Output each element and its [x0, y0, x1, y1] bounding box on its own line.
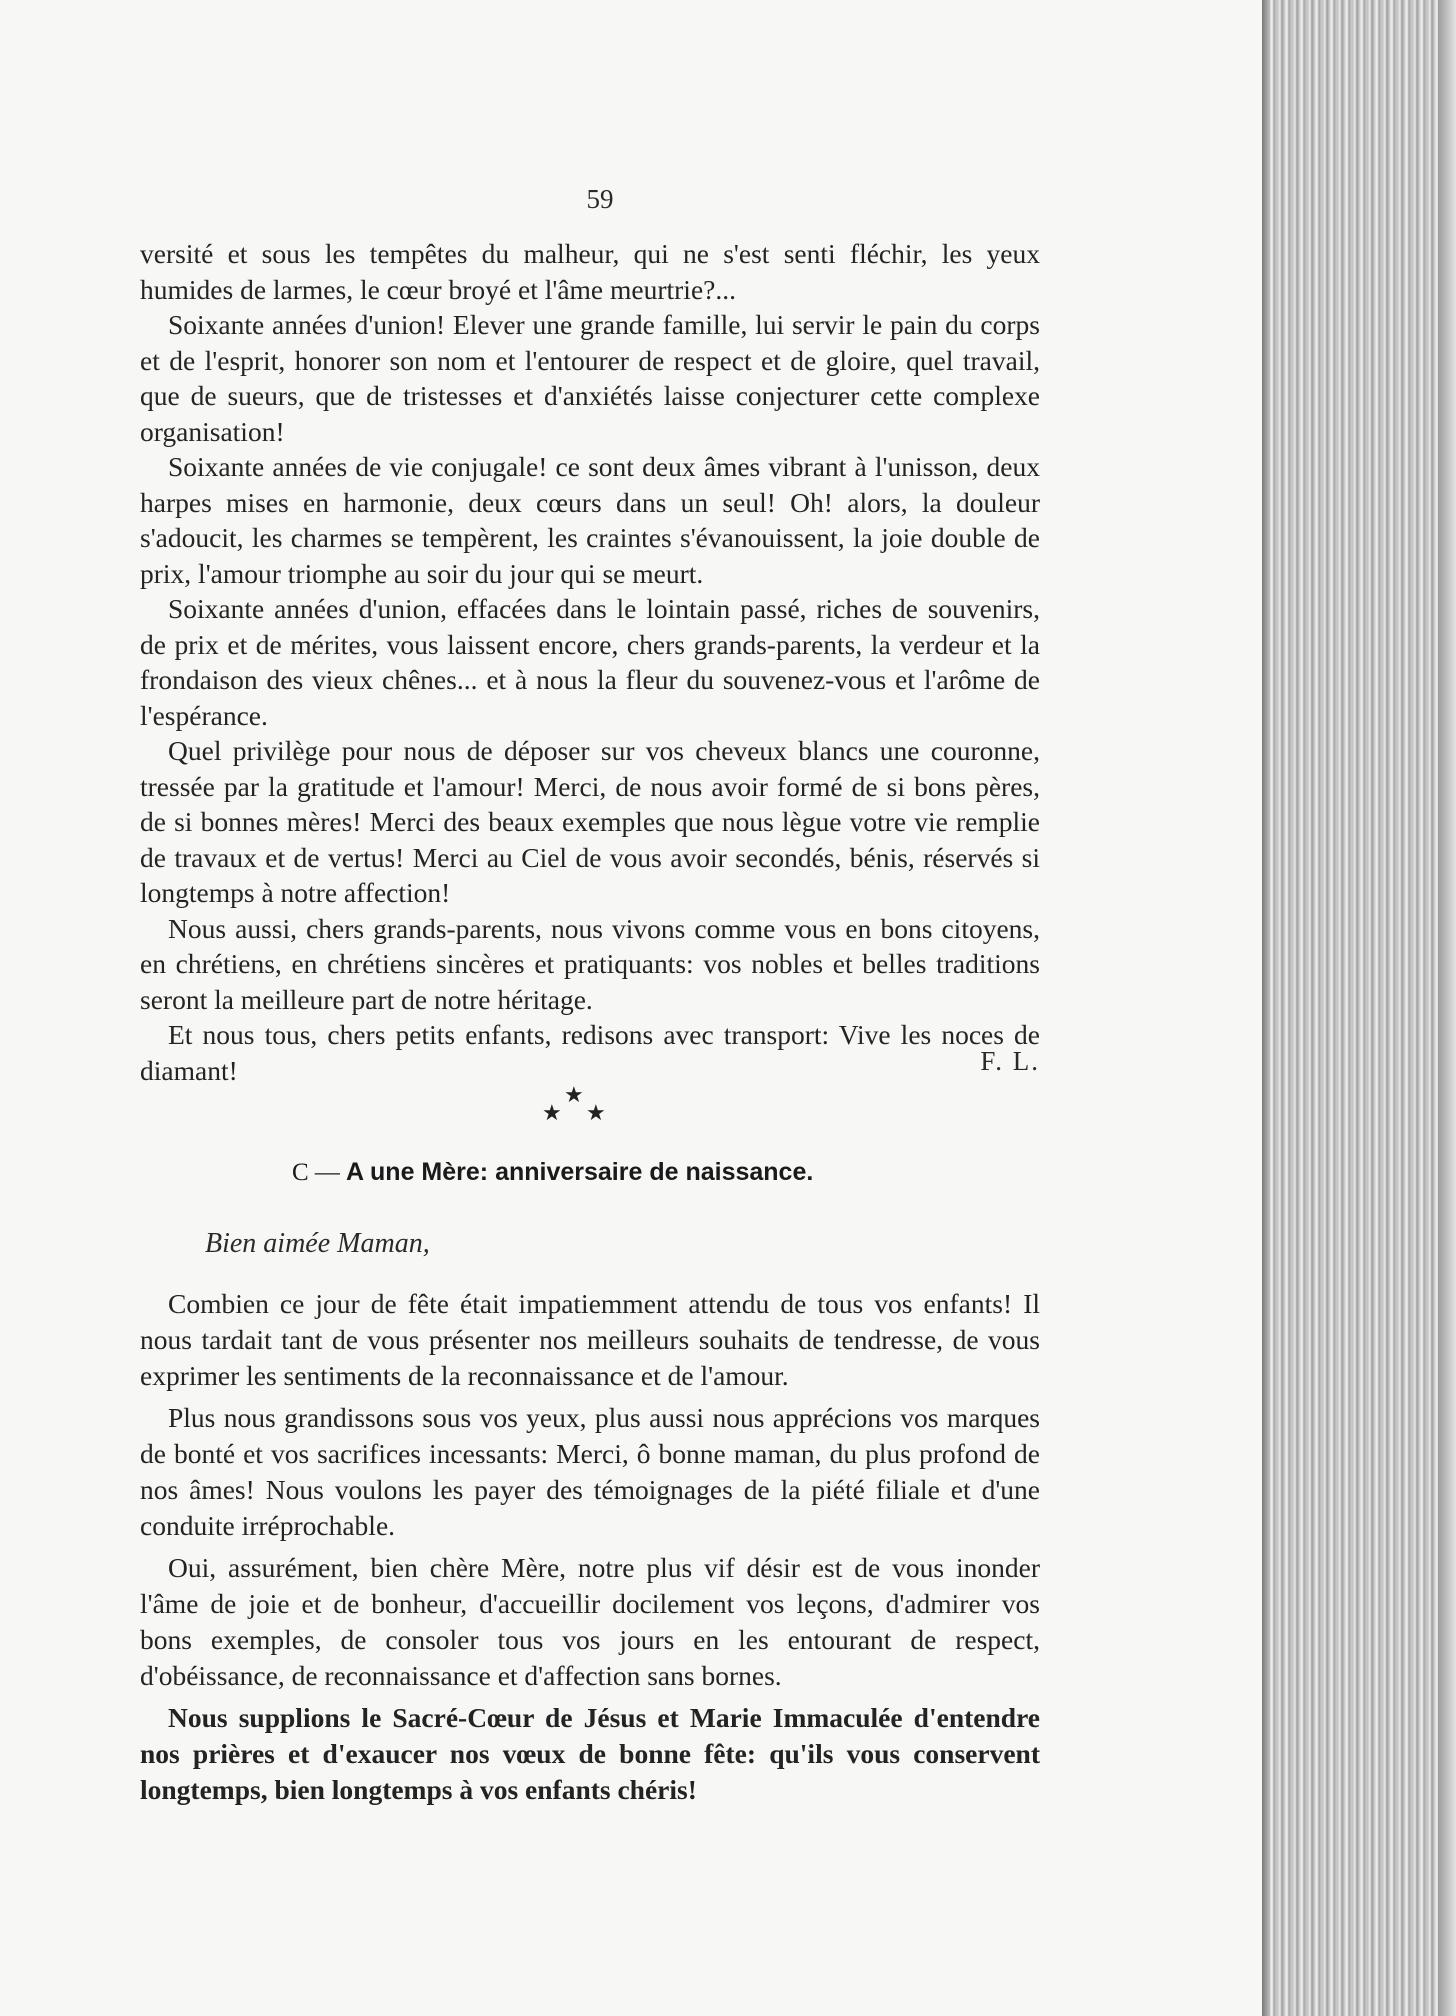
star-icon: ★	[542, 1100, 562, 1125]
paragraph: Oui, assurément, bien chère Mère, notre plus vif désir est de vous inonder l'âme de joie et de bonheur, d'accueillir docilement vos leçons, d'admirer vos bons exemples, de consoler tous vos jours en les entourant de respect, d'obéissance, de reconnaissance et d'affection sans bornes.	[140, 1552, 1040, 1691]
paragraph: Quel privilège pour nous de déposer sur vos cheveux blancs une couronne, tressée par la gratitude et l'amour! Merci, de nous avoir formé de si bons pères, de si bonnes mères! Merci des beaux exemples que nous lègue votre vie remplie de travaux et de vertus! Merci au Ciel de vous avoir secondés, bénis, réservés si longtemps à notre affection!	[140, 735, 1040, 908]
letter-body	[140, 236, 1040, 1088]
paragraph: versité et sous les tempêtes du malheur, qui ne s'est senti fléchir, les yeux humides de larmes, le cœur broyé et l'âme meurtrie?...	[140, 238, 1040, 305]
signature: F. L.	[980, 1046, 1040, 1076]
section-heading-text: A une Mère: anniversaire de naissance.	[345, 1158, 814, 1186]
section-heading-prefix: C —	[292, 1159, 340, 1186]
paragraph: Soixante années de vie conjugale! ce sont deux âmes vibrant à l'unisson, deux harpes mises en harmonie, deux cœurs dans un seul! Oh! alors, la douleur s'adoucit, les charmes se tempèrent, les craintes s'évanouissent, la joie double de prix, l'amour triomphe au soir du jour qui se meurt.	[140, 451, 1040, 589]
section-body	[140, 1286, 1040, 1814]
paragraph: Soixante années d'union, effacées dans le lointain passé, riches de souvenirs, de prix et de mérites, vous laissent encore, chers grands-parents, la verdeur et la frondaison des vieux chênes... et à nous la fleur du souvenez-vous et l'arôme de l'espérance.	[140, 593, 1040, 731]
asterism-divider	[530, 1082, 620, 1126]
star-icon: ★	[586, 1100, 606, 1125]
paragraph: Nous supplions le Sacré-Cœur de Jésus et Marie Immaculée d'entendre nos prières et d'exaucer nos vœux de bonne fête: qu'ils vous conservent longtemps, bien longtemps à vos enfants chéris!	[140, 1702, 1040, 1805]
paragraph: Soixante années d'union! Elever une grande famille, lui servir le pain du corps et de l'esprit, honorer son nom et l'entourer de respect et de gloire, quel travail, que de sueurs, que de tristesses et d'anxiétés laisse conjecturer cette complexe organisation!	[140, 309, 1040, 447]
salutation: Bien aimée Maman,	[205, 1228, 430, 1259]
paragraph: Nous aussi, chers grands-parents, nous vivons comme vous en bons citoyens, en chrétiens, en chrétiens sincères et pratiquants: vos nobles et belles traditions seront la meilleure part de notre héritage.	[140, 912, 1040, 1015]
paragraph: Et nous tous, chers petits enfants, redisons avec transport: Vive les noces de diamant!	[140, 1019, 1040, 1086]
paragraph: Combien ce jour de fête était impatiemment attendu de tous vos enfants! Il nous tardait tant de vous présenter nos meilleurs souhaits de tendresse, de vous exprimer les sentiments de la reconnaissance et de l'amour.	[140, 1288, 1040, 1391]
paragraph: Plus nous grandissons sous vos yeux, plus aussi nous apprécions vos marques de bonté et vos sacrifices incessants: Merci, ô bonne maman, du plus profond de nos âmes! Nous voulons les payer des témoignages de la piété filiale et d'une conduite irréprochable.	[140, 1402, 1040, 1541]
section-heading	[292, 1158, 912, 1187]
page-number: 59	[586, 184, 614, 214]
book-page-edges	[1262, 0, 1456, 2016]
star-icon: ★	[564, 1082, 584, 1107]
